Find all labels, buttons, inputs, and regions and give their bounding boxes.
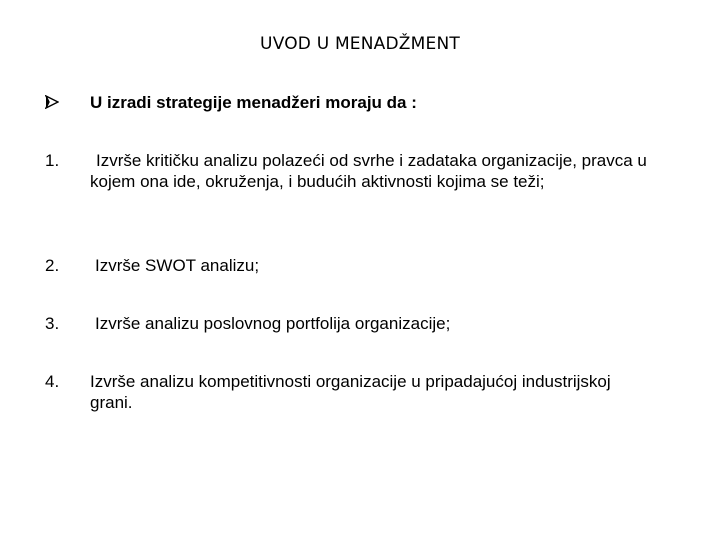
item-text: Izvrše SWOT analizu; [95,256,260,275]
item-text: Izvrše analizu poslovnog portfolija organizacije; [95,314,451,333]
page-title: UVOD U MENADŽMENT [260,34,460,54]
item-text: Izvrše analizu kompetitivnosti organizacije u pripadajućoj industrijskoj grani. [90,372,611,412]
intro-text: U izradi strategije menadžeri moraju da : [90,93,417,112]
arrow-bullet-icon [45,92,85,114]
item-text: Izvrše kritičku analizu polazeći od svrhe i zadataka organizacije, pravca u kojem ona ide, okruženja, i budućih aktivnosti kojima se teži; [90,151,647,191]
item-number: 1. [45,151,60,170]
item-number: 3. [45,314,60,333]
item-number: 2. [45,256,60,275]
item-number: 4. [45,372,60,391]
